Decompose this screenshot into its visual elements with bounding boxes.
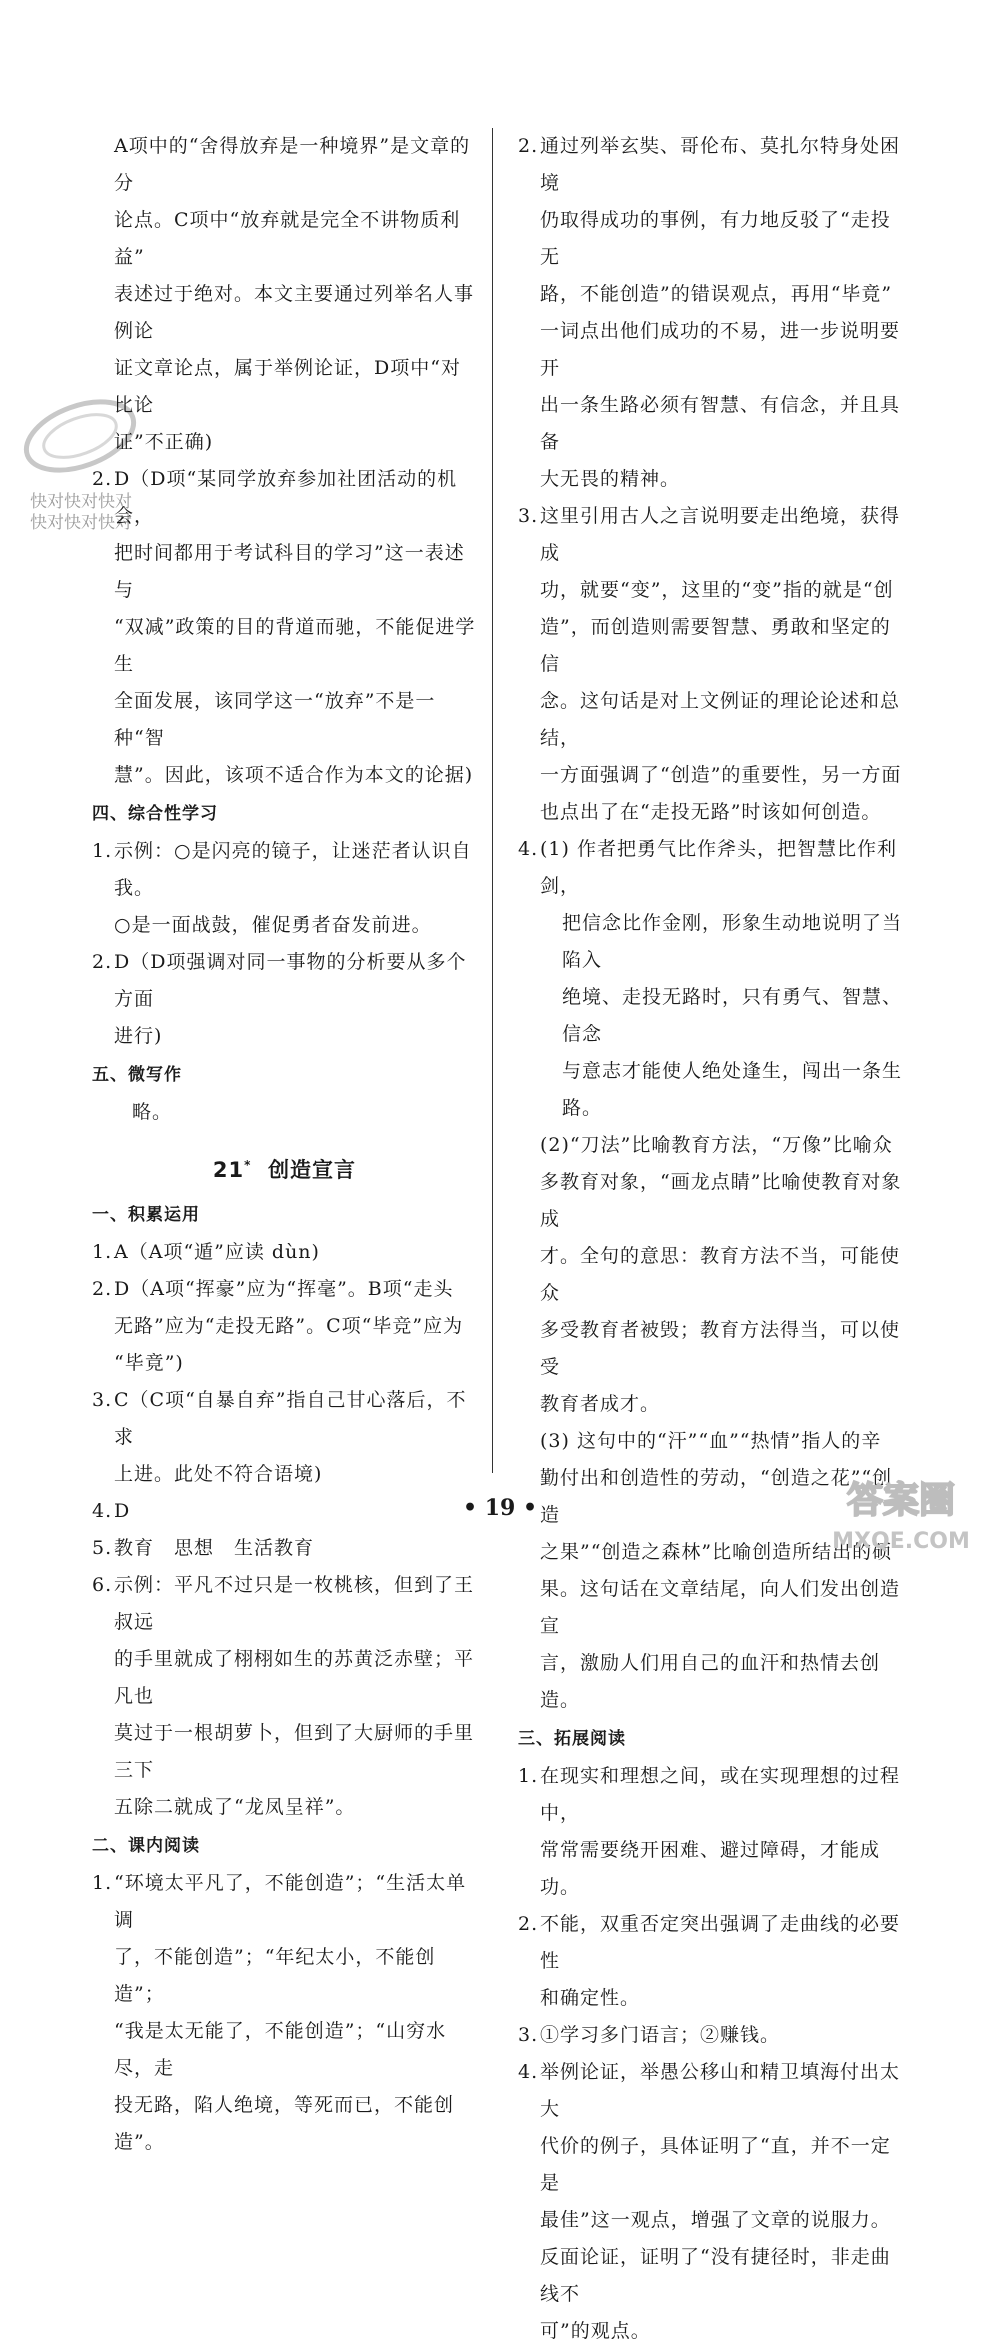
item-number: 1. xyxy=(92,840,113,862)
item-number: 4. xyxy=(92,1500,113,1522)
text-line: 才。全句的意思：教育方法不当，可能使众 xyxy=(540,1245,901,1304)
item-text xyxy=(540,2054,903,2350)
answer-item xyxy=(518,128,903,498)
item-number: 4. xyxy=(518,2061,539,2083)
text-line: C（C项“自暴自弃”指自己甘心落后，不求 xyxy=(114,1389,467,1448)
item-text xyxy=(114,1865,477,2161)
text-line: 论点。C项中“放弃就是完全不讲物质利益” xyxy=(114,209,461,268)
section-heading: 四、综合性学习 xyxy=(92,804,218,824)
answer-item xyxy=(518,498,903,831)
text-line: 教育 思想 生活教育 xyxy=(114,1537,315,1559)
text-line: 莫过于一根胡萝卜，但到了大厨师的手里三下 xyxy=(114,1722,475,1781)
item-text xyxy=(540,128,903,498)
text-line: D（D项“某同学放弃参加社团活动的机会， xyxy=(114,468,458,527)
text-line: 无路”应为“走投无路”。C项“毕竞”应为 xyxy=(114,1315,464,1337)
item-text xyxy=(540,498,903,831)
text-line: 示例：○是闪亮的镜子，让迷茫者认识自我。 xyxy=(114,840,472,899)
item-text xyxy=(114,1271,477,1382)
text-line: D（A项“挥豪”应为“挥毫”。B项“走头 xyxy=(114,1278,454,1300)
item-number: 2. xyxy=(92,468,113,490)
item-number: 5. xyxy=(92,1537,113,1559)
item-text xyxy=(540,2017,903,2054)
item-number: 1. xyxy=(92,1241,113,1263)
item-number: 6. xyxy=(92,1574,113,1596)
text-line: 表述过于绝对。本文主要通过列举名人事例论 xyxy=(114,283,475,342)
answer-item xyxy=(92,1382,477,1493)
watermark-line: 快对快对快对 xyxy=(30,513,132,533)
text-line: 也点出了在“走投无路”时该如何创造。 xyxy=(540,801,882,823)
text-line: 常常需要绕开困难、避过障碍，才能成功。 xyxy=(540,1839,881,1898)
item-number: 2. xyxy=(92,951,113,973)
item-number: 3. xyxy=(518,505,539,527)
text-line: 证文章论点，属于举例论证，D项中“对比论 xyxy=(114,357,461,416)
text-line: 功，就要“变”，这里的“变”指的就是“创 xyxy=(540,579,894,601)
answer-item xyxy=(92,461,477,794)
item-text xyxy=(540,831,903,1719)
answer-item xyxy=(518,1758,903,1906)
text-line: 一方面强调了“创造”的重要性，另一方面 xyxy=(540,764,902,786)
watermark-line: 快对快对快对 xyxy=(30,492,132,512)
text-line: 造”，而创造则需要智慧、勇敢和坚定的信 xyxy=(540,616,891,675)
answer-item xyxy=(518,2017,903,2054)
text-line: 路，不能创造”的错误观点，再用“毕竟” xyxy=(540,283,893,305)
text-line: 言，激励人们用自己的血汗和热情去创造。 xyxy=(540,1652,881,1711)
item-number: 2. xyxy=(518,1913,539,1935)
text-line: 绝境、走投无路时，只有勇气、智慧、信念 xyxy=(562,986,903,1045)
section-heading: 三、拓展阅读 xyxy=(518,1729,626,1749)
section-heading: 五、微写作 xyxy=(92,1065,182,1085)
item-number: 4. xyxy=(518,838,539,860)
text-line: 在现实和理想之间，或在实现理想的过程中， xyxy=(540,1765,901,1824)
left-column xyxy=(92,128,477,2161)
text-line: 五除二就成了“龙凤呈祥”。 xyxy=(114,1796,356,1818)
item-text xyxy=(114,1234,477,1271)
item-text xyxy=(114,833,477,944)
answer-item xyxy=(92,1234,477,1271)
item-text xyxy=(114,1382,477,1493)
text-line: 最佳”这一观点，增强了文章的说服力。 xyxy=(540,2209,891,2231)
answer-item xyxy=(92,1865,477,2161)
item-text xyxy=(114,461,477,794)
text-line: (1) 作者把勇气比作斧头，把智慧比作利剑， xyxy=(540,838,897,897)
lesson-title xyxy=(92,1147,477,1189)
text-line: 念。这句话是对上文例证的理论论述和总结， xyxy=(540,690,901,749)
text-line: 与意志才能使人绝处逢生，闯出一条生路。 xyxy=(562,1060,903,1119)
text-line: 之果”“创造之森林”比喻创造所结出的硕 xyxy=(540,1541,893,1563)
item-text xyxy=(540,1758,903,1906)
text-line: 举例论证，举愚公移山和精卫填海付出太大 xyxy=(540,2061,901,2120)
text-line: D（D项强调对同一事物的分析要从多个方面 xyxy=(114,951,467,1010)
item-number: 1. xyxy=(518,1765,539,1787)
answer-continuation xyxy=(92,128,477,461)
text-line: 把信念比作金刚，形象生动地说明了当陷入 xyxy=(562,912,903,971)
text-line: 把时间都用于考试科目的学习”这一表述与 xyxy=(114,542,465,601)
text-line: (2)“刀法”比喻教育方法，“万像”比喻众 xyxy=(540,1134,893,1156)
section-heading: 二、课内阅读 xyxy=(92,1836,200,1856)
text-line: A项中的“舍得放弃是一种境界”是文章的分 xyxy=(114,135,471,194)
text-line: 上进。此处不符合语境) xyxy=(114,1463,323,1485)
section-text: 略。 xyxy=(132,1101,173,1123)
text-line: 多教育对象，“画龙点睛”比喻使教育对象成 xyxy=(540,1171,902,1230)
page-number: • 19 • xyxy=(462,1495,538,1521)
item-number: 2. xyxy=(92,1278,113,1300)
logo-text: 答案圈 xyxy=(846,1480,956,1521)
text-line: 证”不正确) xyxy=(114,431,214,453)
text-line: 一词点出他们成功的不易，进一步说明要开 xyxy=(540,320,901,379)
text-line: D xyxy=(114,1500,131,1522)
text-line: 投无路，陷人绝境，等死而已，不能创造”。 xyxy=(114,2094,455,2153)
item-number: 3. xyxy=(92,1389,113,1411)
item-number: 3. xyxy=(518,2024,539,2046)
text-line: 多受教育者被毁；教育方法得当，可以使受 xyxy=(540,1319,901,1378)
text-line: “我是太无能了，不能创造”；“山穷水尽，走 xyxy=(114,2020,447,2079)
text-line: 可”的观点。 xyxy=(540,2320,651,2342)
text-line: 和确定性。 xyxy=(540,1987,641,2009)
text-line: 示例：平凡不过只是一枚桃核，但到了王叔远 xyxy=(114,1574,475,1633)
text-line: “双减”政策的目的背道而驰，不能促进学生 xyxy=(114,616,476,675)
item-number: 1. xyxy=(92,1872,113,1894)
text-line: 这里引用古人之言说明要走出绝境，获得成 xyxy=(540,505,901,564)
item-text xyxy=(114,1567,477,1826)
text-line: 全面发展，该同学这一“放弃”不是一种“智 xyxy=(114,690,436,749)
text-line: 果。这句话在文章结尾，向人们发出创造宣 xyxy=(540,1578,901,1637)
right-column xyxy=(518,128,903,2350)
answer-item xyxy=(518,2054,903,2350)
answer-item xyxy=(92,944,477,1055)
text-line: 进行) xyxy=(114,1025,163,1047)
text-line: ○是一面战鼓，催促勇者奋发前进。 xyxy=(114,914,432,936)
text-line: 了，不能创造”；“年纪太小，不能创造”； xyxy=(114,1946,436,2005)
item-text xyxy=(540,1906,903,2017)
text-line: 教育者成才。 xyxy=(540,1393,661,1415)
column-divider xyxy=(492,128,493,1473)
item-text xyxy=(114,944,477,1055)
text-line: 仍取得成功的事例，有力地反驳了“走投无 xyxy=(540,209,891,268)
lesson-number: 21 xyxy=(212,1158,245,1182)
text-line: “毕竟”) xyxy=(114,1352,184,1374)
watermark-logo xyxy=(826,1470,976,1560)
text-line: 出一条生路必须有智慧、有信念，并且具备 xyxy=(540,394,901,453)
text-line: (3) 这句中的“汗”“血”“热情”指人的辛 xyxy=(540,1430,882,1452)
text-line: 不能，双重否定突出强调了走曲线的必要性 xyxy=(540,1913,901,1972)
answer-item xyxy=(518,831,903,1719)
answer-item xyxy=(518,1906,903,2017)
answer-item xyxy=(92,1530,477,1567)
text-line: 慧”。因此，该项不适合作为本文的论据) xyxy=(114,764,474,786)
text-line: A（A项“遁”应读 dùn) xyxy=(114,1241,320,1263)
logo-url: MXQE.COM xyxy=(832,1529,970,1554)
text-line: 勤付出和创造性的劳动，“创造之花”“创造 xyxy=(540,1467,893,1526)
item-text xyxy=(114,1530,477,1567)
lesson-star: * xyxy=(244,1158,252,1172)
section-heading: 一、积累运用 xyxy=(92,1205,200,1225)
answer-item xyxy=(92,833,477,944)
text-line: 通过列举玄奘、哥伦布、莫扎尔特身处困境 xyxy=(540,135,901,194)
text-line: 反面论证，证明了“没有捷径时，非走曲线不 xyxy=(540,2246,891,2305)
text-line: ①学习多门语言；②赚钱。 xyxy=(540,2024,781,2046)
item-number: 2. xyxy=(518,135,539,157)
answer-item xyxy=(92,1271,477,1382)
text-line: “环境太平凡了，不能创造”；“生活太单调 xyxy=(114,1872,467,1931)
answer-item xyxy=(92,1567,477,1826)
lesson-name: 创造宣言 xyxy=(268,1158,357,1182)
text-line: 大无畏的精神。 xyxy=(540,468,681,490)
text-line: 的手里就成了栩栩如生的苏黄泛赤壁；平凡也 xyxy=(114,1648,475,1707)
text-line: 代价的例子，具体证明了“直，并不一定是 xyxy=(540,2135,891,2194)
